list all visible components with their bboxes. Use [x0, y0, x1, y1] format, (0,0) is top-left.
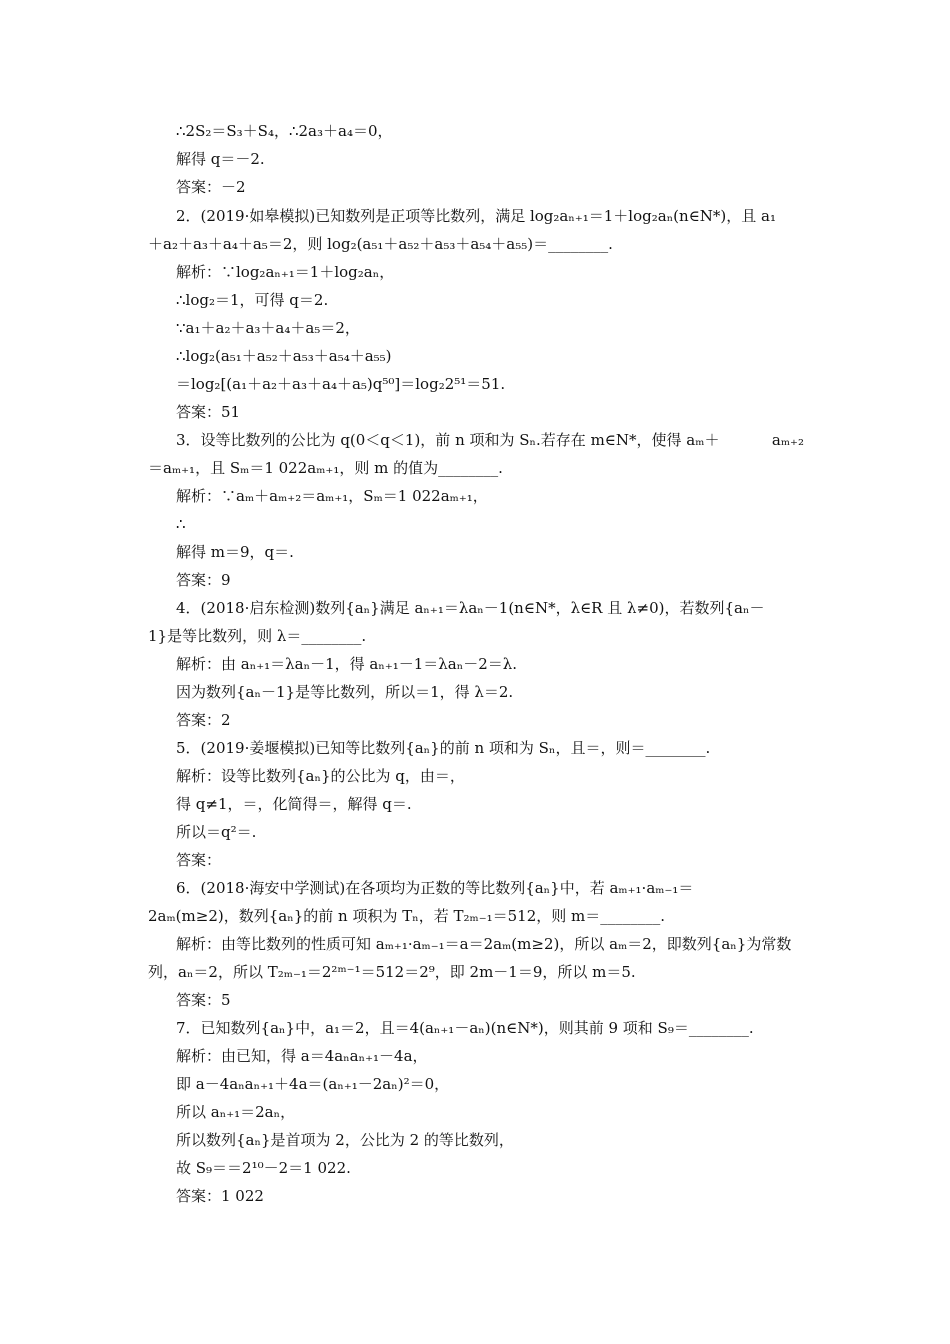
question-2: 2．(2019·如皋模拟)已知数列是正项等比数列，满足 log₂aₙ₊₁＝1＋log₂aₙ(n∈N*)，且 a₁ [176, 207, 777, 225]
answer-line: 答案：1 022 [176, 1187, 264, 1205]
text-line: 2aₘ(m≥2)，数列{aₙ}的前 n 项积为 Tₙ，若 T₂ₘ₋₁＝512，则 m＝________. [148, 907, 666, 925]
text-line: 得 q≠1，＝，化简得＝，解得 q＝. [176, 795, 412, 813]
text-line: 解析：∵log₂aₙ₊₁＝1＋log₂aₙ， [176, 263, 395, 281]
text-line: 解得 m＝9，q＝. [176, 543, 294, 561]
text-line: 解析：由已知，得 a＝4aₙaₙ₊₁－4a， [176, 1047, 428, 1065]
answer-line: 答案：2 [176, 711, 231, 729]
text-line: 所以 aₙ₊₁＝2aₙ， [176, 1103, 296, 1121]
answer-line: 答案： [176, 851, 222, 869]
text-line: 所以＝q²＝. [176, 823, 257, 841]
question-7: 7．已知数列{aₙ}中，a₁＝2，且＝4(aₙ₊₁－aₙ)(n∈N*)，则其前 9 项和 S₉＝________. [176, 1019, 754, 1037]
text-line: 列，aₙ＝2，所以 T₂ₘ₋₁＝2²ᵐ⁻¹＝512＝2⁹，即 2m－1＝9，所以 m＝5. [148, 963, 636, 981]
text-line: 1}是等比数列，则 λ＝________. [148, 627, 367, 645]
question-5: 5．(2019·姜堰模拟)已知等比数列{aₙ}的前 n 项和为 Sₙ，且＝，则＝________. [176, 739, 711, 757]
text-line: ∵a₁＋a₂＋a₃＋a₄＋a₅＝2， [176, 319, 360, 337]
text-line: ＋a₂＋a₃＋a₄＋a₅＝2，则 log₂(a₅₁＋a₅₂＋a₅₃＋a₅₄＋a₅₅)＝________. [148, 235, 613, 253]
text-line: 所以数列{aₙ}是首项为 2，公比为 2 的等比数列， [176, 1131, 514, 1149]
answer-line: 答案：9 [176, 571, 231, 589]
text-line: 解析：设等比数列{aₙ}的公比为 q，由＝， [176, 767, 465, 785]
question-6: 6．(2018·海安中学测试)在各项均为正数的等比数列{aₙ}中，若 aₘ₊₁·aₘ₋₁＝ [176, 879, 694, 897]
text-line: 解析：由 aₙ₊₁＝λaₙ－1，得 aₙ₊₁－1＝λaₙ－2＝λ. [176, 655, 518, 673]
answer-line: 答案：5 [176, 991, 231, 1009]
text-line: 即 a－4aₙaₙ₊₁＋4a＝(aₙ₊₁－2aₙ)²＝0， [176, 1075, 450, 1093]
question-3: 3．设等比数列的公比为 q(0＜q＜1)，前 n 项和为 Sₙ.若存在 m∈N*，使得 aₘ＋ aₘ₊₂ [176, 431, 804, 449]
text-line: 解得 q＝－2. [176, 150, 265, 168]
text-line: ∴ [176, 515, 186, 533]
text-line: ＝log₂[(a₁＋a₂＋a₃＋a₄＋a₅)q⁵⁰]＝log₂2⁵¹＝51. [176, 375, 506, 393]
text-line: ＝aₘ₊₁，且 Sₘ＝1 022aₘ₊₁，则 m 的值为________. [148, 459, 503, 477]
text-line: 解析：由等比数列的性质可知 aₘ₊₁·aₘ₋₁＝a＝2aₘ(m≥2)，所以 aₘ＝2，即数列{aₙ}为常数 [176, 935, 792, 953]
answer-line: 答案：－2 [176, 178, 246, 196]
text-line: ∴log₂＝1，可得 q＝2. [176, 291, 329, 309]
text-line: 因为数列{aₙ－1}是等比数列，所以＝1，得 λ＝2. [176, 683, 514, 701]
answer-line: 答案：51 [176, 403, 241, 421]
text-line: 解析：∵aₘ＋aₘ₊₂＝aₘ₊₁，Sₘ＝1 022aₘ₊₁， [176, 487, 488, 505]
text-line: ∴log₂(a₅₁＋a₅₂＋a₅₃＋a₅₄＋a₅₅) [176, 347, 392, 365]
text-line: ∴2S₂＝S₃＋S₄，∴2a₃＋a₄＝0， [176, 122, 393, 140]
question-4: 4．(2018·启东检测)数列{aₙ}满足 aₙ₊₁＝λaₙ－1(n∈N*，λ∈R 且 λ≠0)，若数列{aₙ－ [176, 599, 765, 617]
text-line: 故 S₉＝＝2¹⁰－2＝1 022. [176, 1159, 351, 1177]
